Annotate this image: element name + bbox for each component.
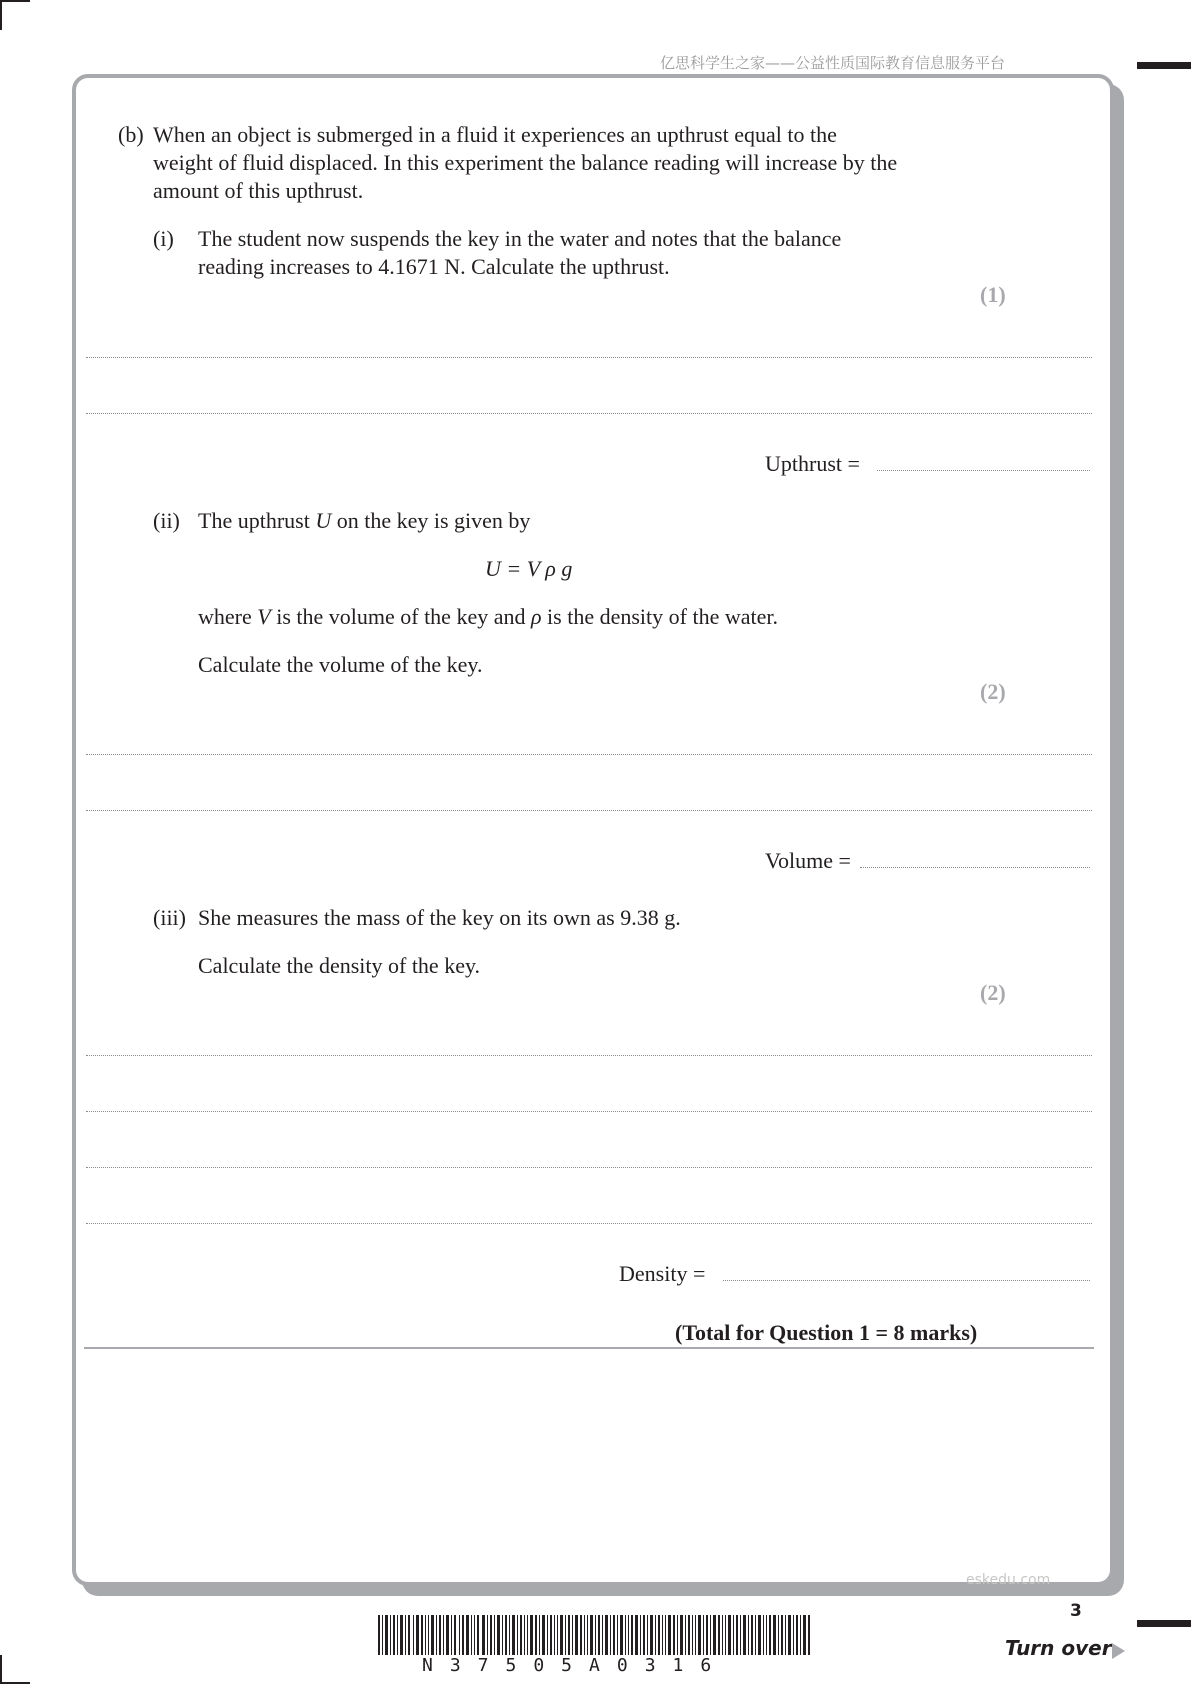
question-iii-instruction: Calculate the density of the key. (198, 953, 481, 978)
question-ii-where-line: where V is the volume of the key and ρ is the density of the water. (198, 604, 778, 629)
answer-line[interactable] (86, 413, 1092, 414)
question-iii-line-1: She measures the mass of the key on its own as 9.38 g. (198, 905, 681, 930)
total-rule (84, 1347, 1094, 1349)
part-b-intro-line-2: weight of fluid displaced. In this experiment the balance reading will increase by the (153, 150, 898, 175)
answer-line[interactable] (86, 1111, 1092, 1112)
question-ii-marks: (2) (980, 679, 1006, 704)
turn-over-label: Turn over (1005, 1636, 1112, 1660)
density-answer-field[interactable] (723, 1280, 1090, 1281)
crop-mark-top-left (0, 0, 2, 30)
part-b-intro-line-3: amount of this upthrust. (153, 178, 364, 203)
turn-over-arrow-icon (1112, 1643, 1125, 1659)
margin-bar-top (1137, 62, 1191, 69)
answer-line[interactable] (86, 1223, 1092, 1224)
page-number: 3 (1070, 1601, 1082, 1621)
crop-mark-bottom-left (0, 1655, 2, 1684)
crop-mark-top-left (0, 0, 30, 2)
question-i-marks: (1) (980, 282, 1006, 307)
question-ii-label: (ii) (153, 508, 180, 533)
question-total: (Total for Question 1 = 8 marks) (675, 1320, 978, 1345)
part-b-label: (b) (118, 122, 144, 147)
upthrust-answer-field[interactable] (877, 470, 1090, 471)
barcode-number: N37505A0316 (422, 1655, 729, 1676)
part-b-intro-line-1: When an object is submerged in a fluid it experiences an upthrust equal to the (153, 122, 837, 147)
upthrust-equation: U = V ρ g (485, 556, 573, 581)
answer-line[interactable] (86, 357, 1092, 358)
watermark: eskedu.com (966, 1572, 1051, 1588)
density-label: Density = (619, 1261, 706, 1286)
question-i-line-1: The student now suspends the key in the water and notes that the balance (198, 226, 842, 251)
question-iii-label: (iii) (153, 905, 186, 930)
question-iii-marks: (2) (980, 980, 1006, 1005)
question-i-line-2: reading increases to 4.1671 N. Calculate the upthrust. (198, 254, 670, 279)
answer-line[interactable] (86, 1167, 1092, 1168)
question-i-label: (i) (153, 226, 174, 251)
question-ii-line-1: The upthrust U on the key is given by (198, 508, 531, 533)
question-ii-instruction: Calculate the volume of the key. (198, 652, 483, 677)
margin-bar-bottom (1137, 1620, 1191, 1627)
answer-frame (72, 74, 1114, 1586)
answer-line[interactable] (86, 754, 1092, 755)
volume-answer-field[interactable] (860, 867, 1090, 868)
volume-label: Volume = (765, 848, 851, 873)
platform-header: 亿思科学生之家——公益性质国际教育信息服务平台 (660, 54, 1006, 72)
barcode (378, 1615, 810, 1655)
answer-line[interactable] (86, 810, 1092, 811)
upthrust-label: Upthrust = (765, 451, 860, 476)
answer-line[interactable] (86, 1055, 1092, 1056)
